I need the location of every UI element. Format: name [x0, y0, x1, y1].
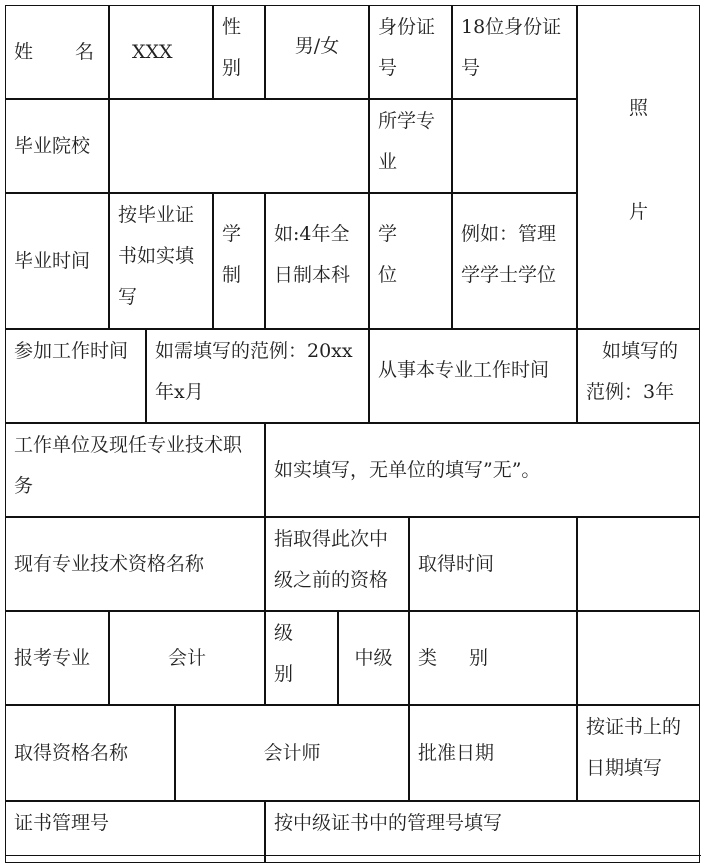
- school-label-text: 毕业院校: [14, 134, 91, 157]
- exam-major-label-text: 报考专业: [14, 646, 91, 669]
- degree-value-text: 例如：管理学学士学位: [461, 223, 557, 286]
- exam-major-value[interactable]: [109, 611, 265, 705]
- professional-years-value[interactable]: [577, 329, 700, 423]
- professional-years-label: [369, 329, 577, 423]
- degree-label-text: 学位: [378, 223, 398, 286]
- graduation-time-value[interactable]: [109, 193, 213, 329]
- level-label-text: 级别: [274, 622, 294, 685]
- gender-label: [213, 5, 265, 99]
- graduation-time-value-text: 按毕业证书如实填写: [118, 204, 195, 308]
- level-label: [265, 611, 338, 705]
- employer-value-text: 如实填写，无单位的填写”无”。: [274, 458, 541, 481]
- work-start-value-text: 如需填写的范例：20xx年x月: [155, 340, 353, 403]
- name-value[interactable]: [109, 5, 213, 99]
- qualification-name-value-text: 会计师: [263, 741, 321, 764]
- certificate-number-label: [5, 801, 265, 863]
- professional-years-value-text: 如填写的范例：3年: [586, 340, 679, 403]
- row-divider: [5, 855, 701, 856]
- employer-label-text: 工作单位及现任专业技术职务: [14, 434, 243, 497]
- qualification-name-label: [5, 705, 175, 801]
- name-label: [5, 5, 109, 99]
- current-qualification-value-text: 指取得此次中级之前的资格: [274, 528, 389, 591]
- qualification-name-label-text: 取得资格名称: [14, 741, 129, 764]
- major-value[interactable]: [452, 99, 577, 193]
- obtained-time-value[interactable]: [577, 517, 700, 611]
- school-label: [5, 99, 109, 193]
- study-system-value[interactable]: [265, 193, 369, 329]
- name-value-text: XXX: [132, 40, 173, 63]
- id-label: [369, 5, 452, 99]
- approval-date-value-text: 按证书上的日期填写: [586, 716, 682, 779]
- gender-value[interactable]: [265, 5, 369, 99]
- major-label: [369, 99, 452, 193]
- level-value[interactable]: [338, 611, 409, 705]
- gender-label-text: 性别: [222, 16, 242, 79]
- obtained-time-label: [409, 517, 577, 611]
- work-start-label-text: 参加工作时间: [14, 340, 129, 362]
- major-label-text: 所学专业: [378, 110, 436, 173]
- photo-char-1: 照: [628, 97, 648, 119]
- certificate-number-label-text: 证书管理号: [14, 812, 110, 834]
- qualification-name-value[interactable]: [175, 705, 409, 801]
- certificate-number-value[interactable]: [265, 801, 700, 863]
- id-value-text: 18位身份证号: [461, 16, 562, 79]
- category-label-char-2: 别: [469, 646, 489, 669]
- approval-date-label-text: 批准日期: [418, 741, 495, 764]
- name-label-char-2: 名: [74, 40, 94, 63]
- current-qualification-label-text: 现有专业技术资格名称: [14, 552, 205, 575]
- name-label-char-1: 姓: [14, 40, 34, 63]
- photo-char-2: 片: [628, 201, 648, 223]
- category-value[interactable]: [577, 611, 700, 705]
- professional-years-label-text: 从事本专业工作时间: [378, 359, 550, 381]
- exam-major-value-text: 会计: [167, 646, 206, 669]
- gender-value-text: 男/女: [294, 35, 340, 57]
- photo-box: [577, 5, 700, 329]
- employer-label: [5, 423, 265, 517]
- employer-value[interactable]: [265, 423, 700, 517]
- study-system-value-text: 如:4年全日制本科: [274, 223, 351, 286]
- approval-date-value[interactable]: [577, 705, 700, 801]
- id-label-text: 身份证号: [378, 16, 436, 79]
- category-label: [409, 611, 577, 705]
- approval-date-label: [409, 705, 577, 801]
- obtained-time-label-text: 取得时间: [418, 552, 495, 575]
- degree-label: [369, 193, 452, 329]
- exam-major-label: [5, 611, 109, 705]
- id-value[interactable]: [452, 5, 577, 99]
- graduation-time-label: [5, 193, 109, 329]
- work-start-value[interactable]: [146, 329, 369, 423]
- current-qualification-label: [5, 517, 265, 611]
- current-qualification-value[interactable]: [265, 517, 409, 611]
- work-start-label: [5, 329, 146, 423]
- study-system-label: [213, 193, 265, 329]
- category-label-char-1: 类: [418, 646, 438, 669]
- study-system-label-text: 学制: [222, 223, 242, 286]
- certificate-number-value-text: 按中级证书中的管理号填写: [274, 812, 503, 834]
- graduation-time-label-text: 毕业时间: [14, 249, 91, 272]
- school-value[interactable]: [109, 99, 369, 193]
- degree-value[interactable]: [452, 193, 577, 329]
- level-value-text: 中级: [354, 646, 393, 669]
